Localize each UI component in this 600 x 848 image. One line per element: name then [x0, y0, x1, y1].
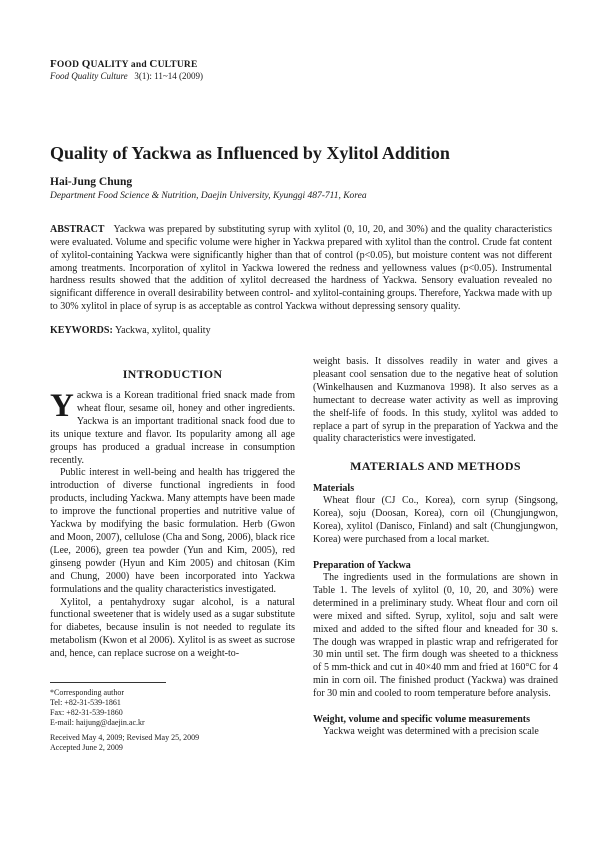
drop-cap: Y: [50, 388, 74, 424]
journal-name-ulture: ULTURE: [157, 60, 198, 70]
paper-title: Quality of Yackwa as Influenced by Xylitol Addition: [50, 143, 450, 163]
journal-name-ood: OOD: [56, 60, 82, 70]
materials-heading: Materials: [313, 483, 355, 495]
introduction-heading: INTRODUCTION: [122, 367, 223, 381]
keywords-text: Yackwa, xylitol, quality: [114, 325, 211, 336]
footnote-divider: [50, 682, 166, 683]
author-affiliation: Department Food Science & Nutrition, Daejin University, Kyunggi 487-711, Korea: [50, 191, 367, 201]
left-column: [50, 360, 295, 661]
keywords: [50, 324, 552, 337]
journal-name-and: and: [128, 60, 150, 70]
footnote-tel: Tel: +82-31-539-1861: [50, 698, 121, 707]
materials-paragraph: Wheat flour (CJ Co., Korea), corn syrup (Singsong, Korea), soju (Doosan, Korea), corn oil (Chungjungwon, Korea), xylitol (Danisco, Finland) and salt (Chungjungwon, Korea) were purchased from a local market.: [313, 495, 558, 546]
journal-citation-name: Food Quality Culture: [50, 71, 128, 81]
journal-name-initial-c: C: [149, 58, 158, 70]
journal-name: [50, 59, 350, 71]
received-line-2: Accepted June 2, 2009: [50, 743, 123, 752]
journal-name-initial-q: Q: [81, 58, 91, 70]
journal-citation: [50, 71, 350, 82]
received-dates: [50, 733, 295, 753]
weight-heading: Weight, volume and specific volume measurements: [313, 714, 531, 726]
footnote-email: E-mail: haijung@daejin.ac.kr: [50, 718, 145, 727]
corresponding-footnote: [50, 688, 295, 728]
intro-paragraph-3: Xylitol, a pentahydroxy sugar alcohol, is a natural functional sweetener that is widely used as a sugar substitute for diabetes, because insulin is not needed to regulate its metabolism (Kwon et al 2006). Xylitol is as sweet as sucrose and, hence, can replace sucrose on a weight-to-: [50, 596, 295, 660]
methods-heading: MATERIALS AND METHODS: [350, 459, 521, 474]
abstract-label: ABSTRACT: [50, 224, 105, 235]
author-name: Hai-Jung Chung: [50, 176, 133, 188]
journal-header: [50, 59, 350, 82]
footnote-fax: Fax: +82-31-539-1860: [50, 708, 123, 717]
preparation-paragraph: The ingredients used in the formulations are shown in Table 1. The levels of xylitol (0, 10, 20, and 30%) were determined in a preliminary study. Wheat flour and corn oil were mixed and sifted. Syrup, xylitol, soju and salt were mixed and added to the sifted flour and kneaded for 30 s. The dough was wrapped in plastic wrap and refrigerated for 30 min until set. The firm dough was sheeted to a thickness of 5 mm-thick and cut in 40×40 mm and fried at 160°C for 4 min in corn oil. The finished product (Yackwa) was drained for 30 min and cooled to room temperature before analysis.: [313, 571, 558, 700]
weight-paragraph: Yackwa weight was determined with a precision scale: [323, 726, 539, 738]
intro-paragraph-2: Public interest in well-being and health has triggered the introduction of diverse functional ingredients in food products, including Yackwa. Many attempts have been made to improve the functional properties and nutritive value of Yackwa by modifying the basic formulation. Herb (Gwon and Moon, 2007), cellulose (Cha and Song, 2006), black rice (Lee, 2006), green tea powder (Yun and Kim, 2005), red ginseng powder (Hyun and Kim 2005) and chitosan (Kim and Chung, 2000) have been incorporated into Yackwa formulations and the quality characteristics investigated.: [50, 467, 295, 595]
journal-name-initial-f: F: [50, 58, 57, 70]
intro-paragraph-4: weight basis. It dissolves readily in water and gives a pleasant cool sensation due to the negative heat of solution (Winkelhausen and Kuzmanova 1998). It also serves as a humectant to decrease water activity as well as improving the shelf-life of foods. In this study, xylitol was added to replace a part of syrup in the preparation of Yackwa and the quality characteristics were investigated.: [313, 356, 558, 445]
journal-citation-volume: 3(1): 11~14 (2009): [134, 71, 203, 81]
footnote-corresponding: *Corresponding author: [50, 688, 124, 697]
keywords-label: KEYWORDS:: [50, 325, 113, 336]
preparation-heading: Preparation of Yackwa: [313, 559, 411, 571]
abstract: [50, 224, 552, 314]
journal-name-uality: UALITY: [90, 60, 129, 70]
received-line-1: Received May 4, 2009; Revised May 25, 2009: [50, 733, 200, 742]
right-column: [313, 356, 558, 739]
intro-paragraph-1: [50, 390, 295, 467]
intro-paragraph-1-text: ackwa is a Korean traditional fried snack made from wheat flour, sesame oil, honey and other ingredients. Yackwa is an important traditional snack food due to its unique texture and flavor. Its popularity among all age groups has produced a gradual increase in consumption recently.: [50, 390, 295, 466]
abstract-text: Yackwa was prepared by substituting syrup with xylitol (0, 10, 20, and 30%) and the quality characteristics were evaluated. Volume and specific volume were higher in Yackwa prepared with xylitol than the control. Crude fat content of xylitol-containing Yackwa were significantly higher than that of control (p<0.05), but moisture content was not different among treatments. Incorporation of xylitol in Yackwa lowered the redness and yellowness values (p<0.05). Instrumental hardness results showed that the addition of xylitol decreased the hardness of Yackwa. Sensory evaluation revealed no significant difference in overall desirability between control- and xylitol-containing groups. Therefore, Yackwa made with up to 30% xylitol in place of syrup is as acceptable as control Yackwa without depressing sensory quality.: [50, 224, 552, 313]
